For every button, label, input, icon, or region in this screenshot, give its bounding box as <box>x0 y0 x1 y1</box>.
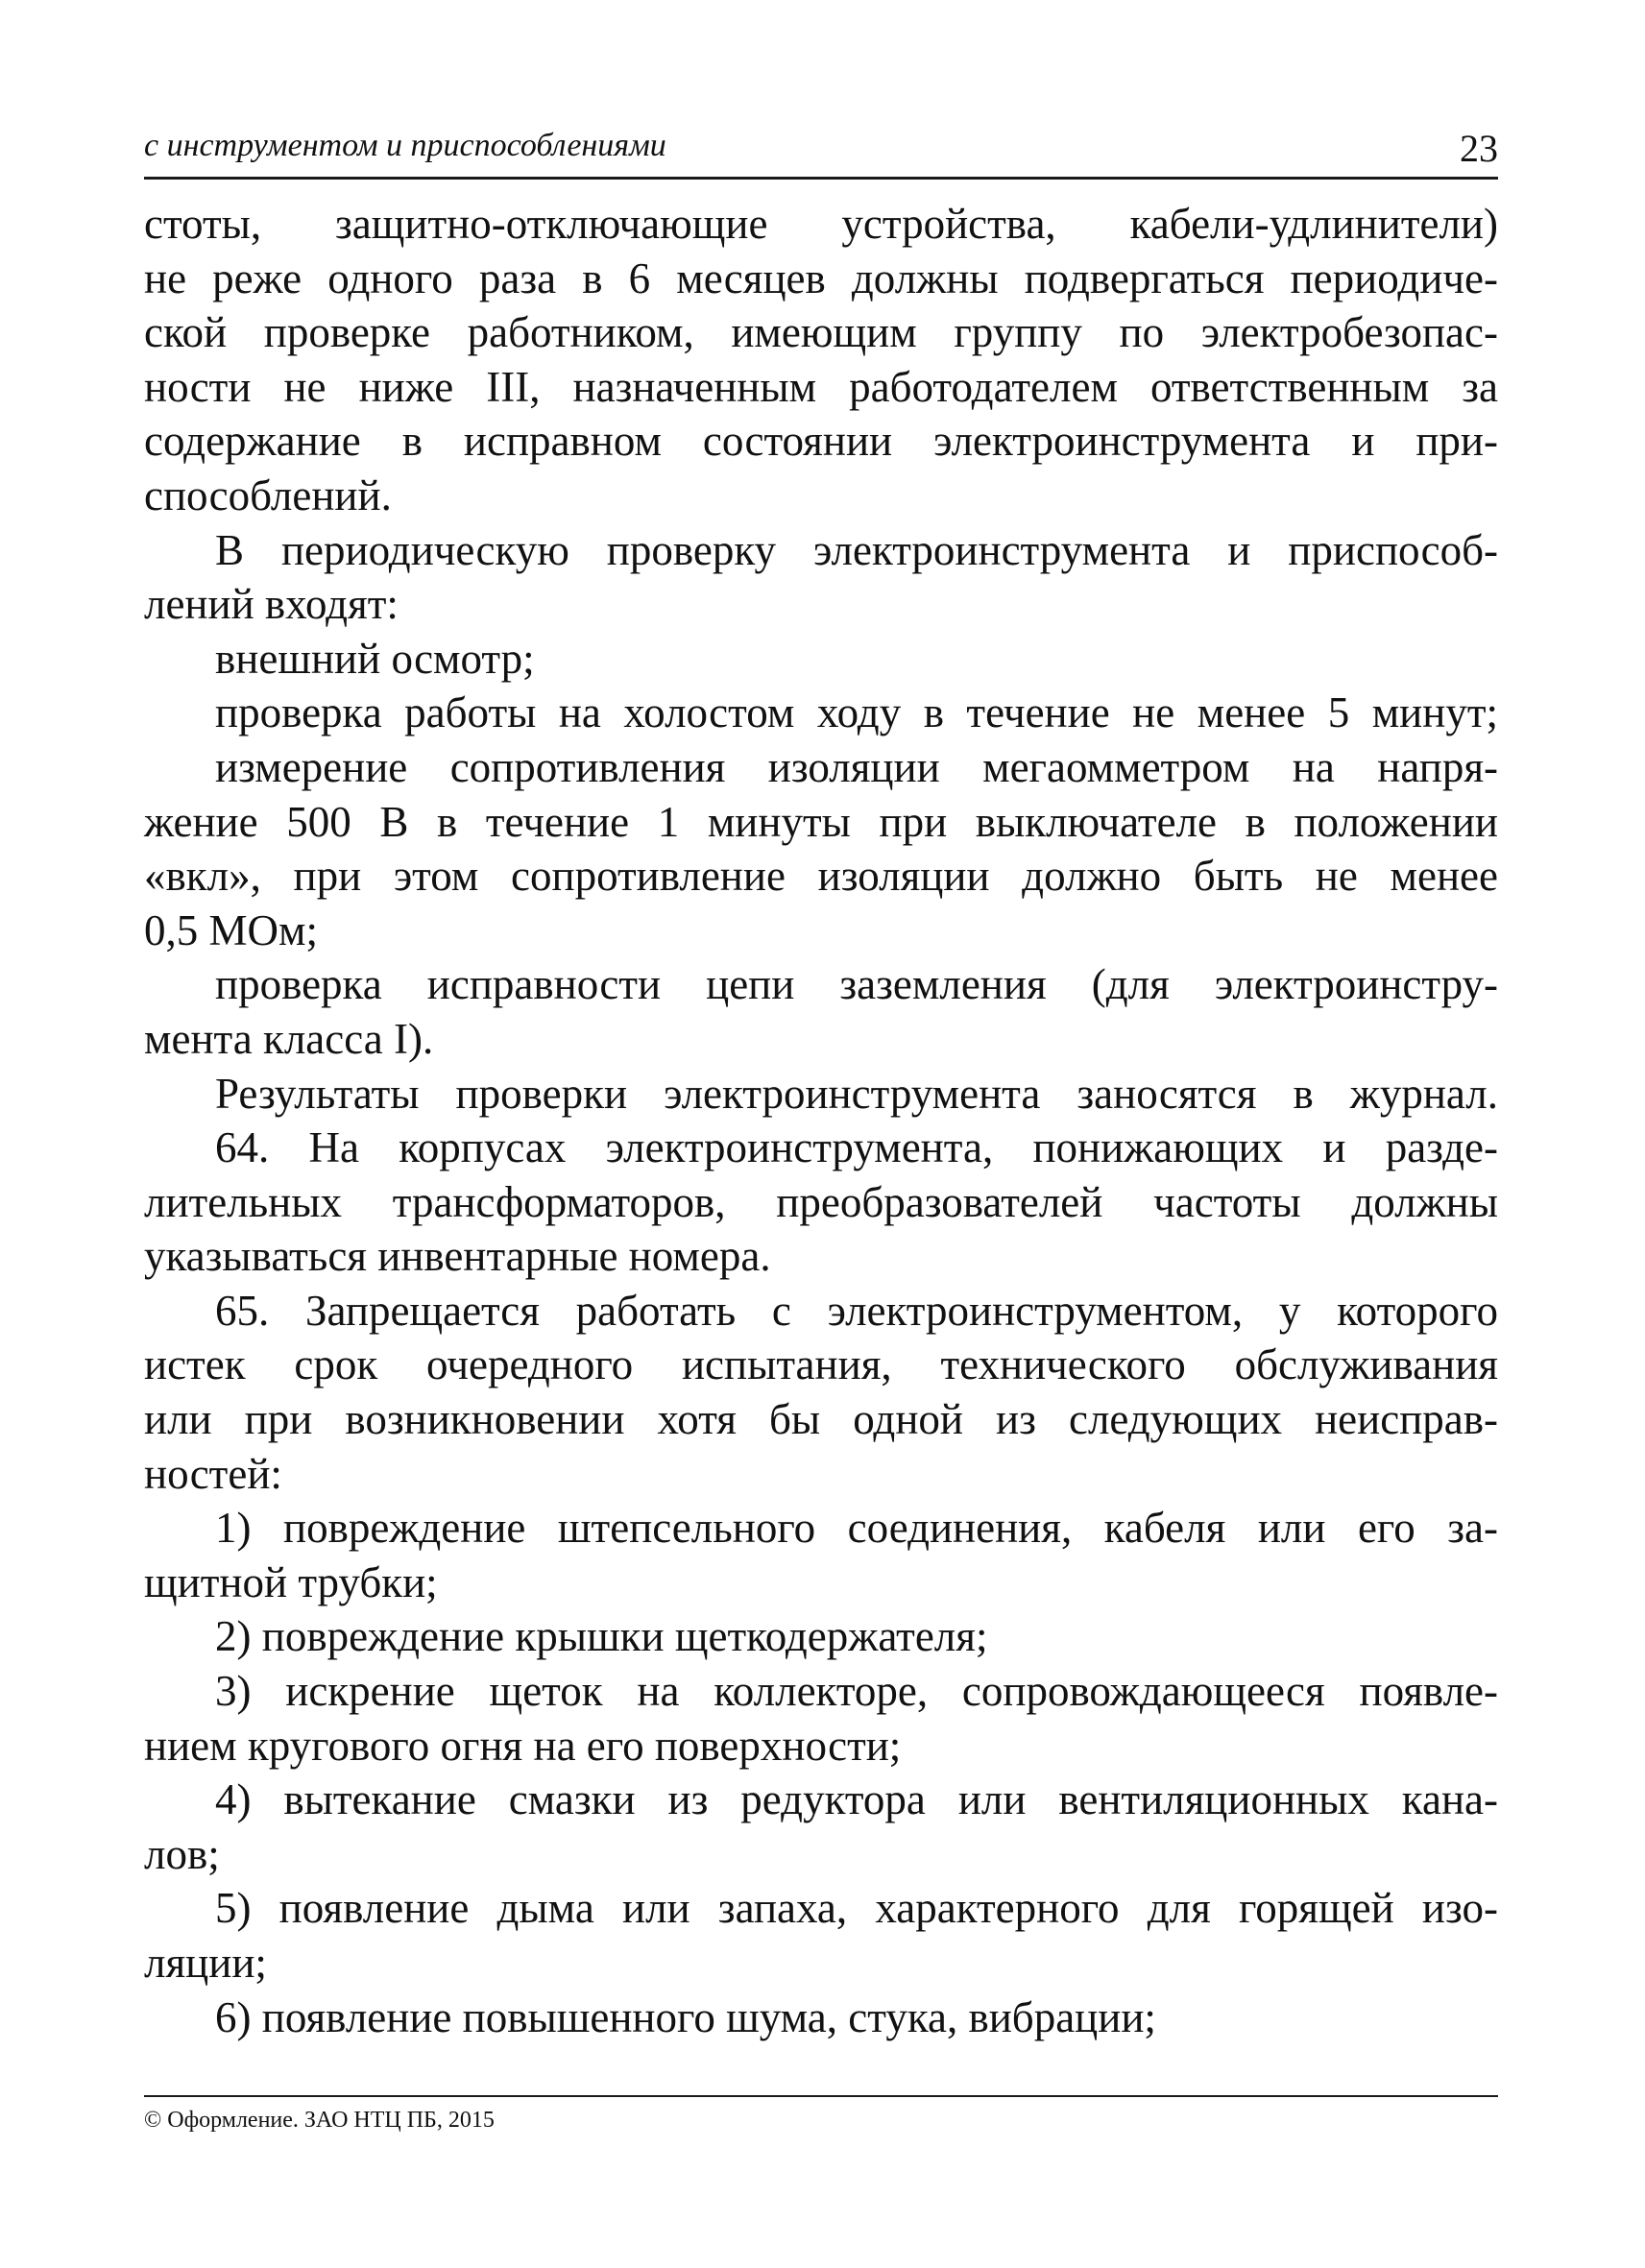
text-line: нием кругового огня на его поверхности; <box>144 1721 902 1770</box>
text-line: проверка работы на холостом ходу в течение не менее 5 минут; <box>215 688 1498 737</box>
text-line: жение 500 В в течение 1 минуты при выключателе в положении <box>144 797 1498 846</box>
text-line: 64. На корпусах электроинструмента, понижающих и разде- <box>215 1123 1498 1172</box>
text-line: стоты, защитно-отключающие устройства, кабели-удлинители) <box>144 200 1498 248</box>
text-line: измерение сопротивления изоляции мегаомметром на напря- <box>215 742 1498 791</box>
text-line: 65. Запрещается работать с электроинструментом, у которого <box>215 1286 1498 1335</box>
text-line: «вкл», при этом сопротивление изоляции должно быть не менее <box>144 852 1498 901</box>
text-line: ской проверке работником, имеющим группу по электробезопас- <box>144 308 1498 357</box>
text-line: ностей: <box>144 1449 282 1498</box>
text-line: В периодическую проверку электроинструмента и приспособ- <box>215 525 1498 574</box>
text-line: 2) повреждение крышки щеткодержателя; <box>215 1612 988 1661</box>
text-line: способлений. <box>144 470 392 519</box>
text-line: 4) вытекание смазки из редуктора или вентиляционных кана- <box>215 1775 1498 1824</box>
text-line: 1) повреждение штепсельного соединения, кабеля или его за- <box>215 1504 1498 1553</box>
text-line: лений входят: <box>144 580 399 629</box>
text-line: истек срок очередного испытания, технического обслуживания <box>144 1340 1498 1389</box>
page-header <box>144 123 1498 180</box>
text-line: содержание в исправном состоянии электроинструмента и при- <box>144 417 1498 466</box>
text-line: не реже одного раза в 6 месяцев должны подвергаться периодиче- <box>144 253 1498 302</box>
text-line: указываться инвентарные номера. <box>144 1232 771 1281</box>
text-line: 5) появление дыма или запаха, характерного для горящей изо- <box>215 1884 1498 1933</box>
body-text <box>144 197 1498 2044</box>
page-number: 23 <box>1460 127 1498 170</box>
text-line: лительных трансформаторов, преобразователей частоты должны <box>144 1177 1498 1226</box>
text-line: 6) появление повышенного шума, стука, вибрации; <box>215 1992 1156 2041</box>
text-line: Результаты проверки электроинструмента заносятся в журнал. <box>215 1069 1498 1118</box>
text-line: лов; <box>144 1829 220 1878</box>
text-line: ности не ниже III, назначенным работодателем ответственным за <box>144 362 1498 411</box>
text-line: мента класса I). <box>144 1014 434 1063</box>
text-line: щитной трубки; <box>144 1557 438 1606</box>
text-line: внешний осмотр; <box>215 634 535 683</box>
running-title: с инструментом и приспособлениями <box>144 128 666 163</box>
text-line: или при возникновении хотя бы одной из следующих неисправ- <box>144 1395 1498 1444</box>
text-line: 0,5 МОм; <box>144 905 318 954</box>
page-footer <box>144 2095 1498 2137</box>
text-line: 3) искрение щеток на коллекторе, сопровождающееся появле- <box>215 1667 1498 1716</box>
copyright-notice: © Оформление. ЗАО НТЦ ПБ, 2015 <box>144 2108 495 2133</box>
text-line: проверка исправности цепи заземления (для электроинстру- <box>215 960 1498 1009</box>
text-line: ляции; <box>144 1939 267 1987</box>
